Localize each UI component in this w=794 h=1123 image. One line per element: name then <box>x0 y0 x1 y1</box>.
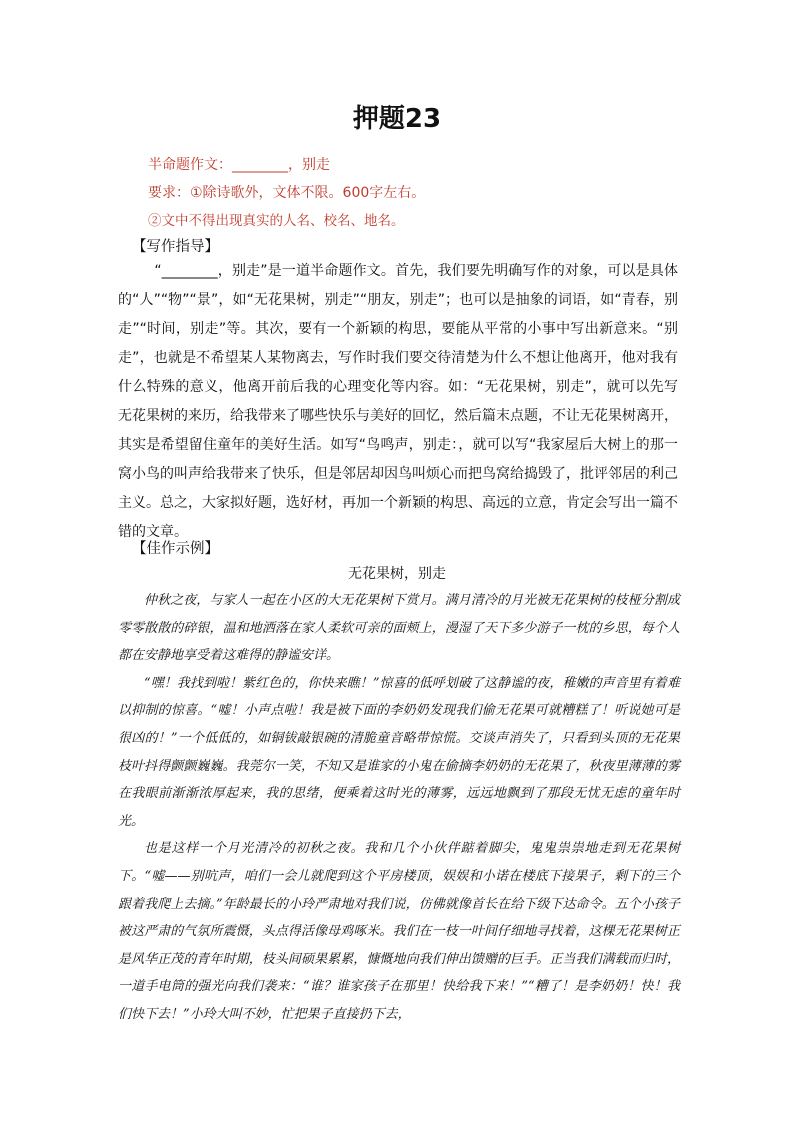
requirement-topic-text: 半命题作文：________，别走 <box>148 157 330 173</box>
essay-paragraph-3: 也是这样一个月光清冷的初秋之夜。我和几个小伙伴踮着脚尖，鬼鬼祟祟地走到无花果树下。“嘘——别吭声，咱们一会儿就爬到这个平房楼顶，娱娱和小诺在楼底下接果子，剩下的三个跟着我爬上去摘。”年龄最长的小玲严肃地对我们说，仿佛就像首长在给下级下达命令。五个小孩子被这严肃的气氛所震慑，头点得活像母鸡啄米。我们在一枝一叶间仔细地寻找着，这棵无花果树正是风华正茂的青年时期，枝头间硕果累累，慷慨地向我们伸出馈赠的巨手。正当我们满载而归时，一道手电筒的强光向我们袭来：“谁？谁家孩子在那里！快给我下来！”“糟了！是李奶奶！快！我们快下去！”小玲大叫不妙，忙把果子直接扔下去， <box>118 841 680 1022</box>
page-title: 押题23 <box>352 104 442 134</box>
essay-title: 无花果树，别走 <box>348 566 446 582</box>
guide-body <box>118 257 678 547</box>
requirement-topic <box>148 154 330 174</box>
essay-paragraph-1: 仲秋之夜，与家人一起在小区的大无花果树下赏月。满月清冷的月光被无花果树的枝桠分割成零零散散的碎银，温和地洒落在家人柔软可亲的面颊上，漫湿了天下多少游子一枕的乡思，每个人都在安静地享受着这难得的静谧安详。 <box>118 593 680 664</box>
guide-heading: 【写作指导】 <box>132 239 219 255</box>
guide-paragraph: “________，别走”是一道半命题作文。首先，我们要先明确写作的对象，可以是具体的“人”“物”“景”，如“无花果树，别走”“朋友，别走”；也可以是抽象的词语，如“青春，别走”“时间，别走”等。其次，要有一个新颖的构思，要能从平常的小事中写出新意来。“别走”，也就是不希望某人某物离去，写作时我们要交待清楚为什么不想让他离开，他对我有什么特殊的意义，他离开前后我的心理变化等内容。如：“无花果树，别走”，就可以先写无花果树的来历，给我带来了哪些快乐与美好的回忆，然后篇末点题，不让无花果树离开，其实是希望留住童年的美好生活。如写“鸟鸣声，别走：，就可以写“我家屋后大树上的那一窝小鸟的叫声给我带来了快乐，但是邻居却因鸟叫烦心而把鸟窝给捣毁了，批评邻居的利己主义。总之，大家拟好题，选好材，再加一个新颖的构思、高远的立意，肯定会写出一篇不错的文章。 <box>118 263 678 540</box>
essay-paragraph-2: “嘿！我找到啦！紫红色的，你快来瞧！”惊喜的低呼划破了这静谧的夜，稚嫩的声音里有着难以抑制的惊喜。“嘘！小声点啦！我是被下面的李奶奶发现我们偷无花果可就糟糕了！听说她可是很凶的！”一个低低的，如铜钹敲银碗的清脆童音略带惊慌。交谈声消失了，只看到头顶的无花果枝叶抖得颤颤巍巍。我莞尔一笑，不知又是谁家的小鬼在偷摘李奶奶的无花果了，秋夜里薄薄的雾在我眼前渐渐浓厚起来，我的思绪，便乘着这时光的薄雾，远远地飘到了那段无忧无虑的童年时光。 <box>118 675 680 829</box>
essay-body <box>118 587 680 1029</box>
requirement-names: ②文中不得出现真实的人名、校名、地名。 <box>148 213 405 229</box>
example-heading: 【佳作示例】 <box>132 541 219 557</box>
requirement-genre: 要求：①除诗歌外，文体不限。600字左右。 <box>148 185 426 201</box>
